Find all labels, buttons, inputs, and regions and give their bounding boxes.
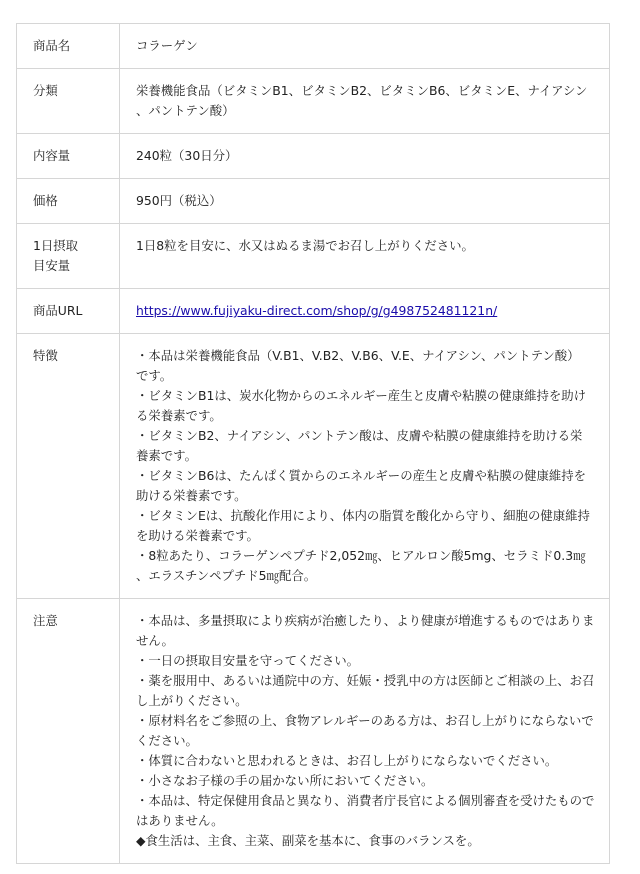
product-info-table-wrapper bbox=[16, 23, 610, 864]
value-category bbox=[120, 69, 610, 134]
features-line: ・ビタミンB6は、たんぱく質からのエネルギーの産生と皮膚や粘膜の健康維持を bbox=[136, 468, 587, 483]
notes-line: ・体質に合わないと思われるときは、お召し上がりにならないでください。 bbox=[136, 753, 558, 768]
row-notes bbox=[17, 599, 610, 864]
notes-line: ・本品は、特定保健用食品と異なり、消費者庁長官による個別審査を受けたもので bbox=[136, 793, 595, 808]
category-line: 栄養機能食品（ビタミンB1、ビタミンB2、ビタミンB6、ビタミンE、ナイアシン bbox=[136, 83, 588, 98]
notes-line: ・小さなお子様の手の届かない所においてください。 bbox=[136, 773, 434, 788]
label-price: 価格 bbox=[17, 179, 120, 224]
features-line: ・ビタミンB1は、炭水化物からのエネルギー産生と皮膚や粘膜の健康維持を助け bbox=[136, 388, 587, 403]
product-info-table bbox=[16, 23, 610, 864]
notes-line: せん。 bbox=[136, 633, 174, 648]
label-product-name: 商品名 bbox=[17, 24, 120, 69]
notes-line: ・一日の摂取目安量を守ってください。 bbox=[136, 653, 360, 668]
value-content: 240粒（30日分） bbox=[120, 134, 610, 179]
value-url-cell bbox=[120, 289, 610, 334]
features-line: 助ける栄養素です。 bbox=[136, 488, 247, 503]
notes-line: はありません。 bbox=[136, 813, 224, 828]
row-category bbox=[17, 69, 610, 134]
dosage-label-line: 目安量 bbox=[33, 258, 71, 273]
label-dosage bbox=[17, 224, 120, 289]
dosage-label-line: 1日摂取 bbox=[33, 238, 79, 253]
category-line: 、パントテン酸） bbox=[136, 103, 235, 118]
notes-line: ・薬を服用中、あるいは通院中の方、妊娠・授乳中の方は医師とご相談の上、お召 bbox=[136, 673, 595, 688]
features-line: ・8粒あたり、コラーゲンペプチド2,052㎎、ヒアルロン酸5mg、セラミド0.3㎎ bbox=[136, 548, 586, 563]
features-line: 、エラスチンペプチド5㎎配合。 bbox=[136, 568, 317, 583]
row-content bbox=[17, 134, 610, 179]
features-line: 養素です。 bbox=[136, 448, 197, 463]
notes-line: ・原材料名をご参照の上、食物アレルギーのある方は、お召し上がりにならないで bbox=[136, 713, 594, 728]
row-dosage bbox=[17, 224, 610, 289]
features-line: ・ビタミンB2、ナイアシン、パントテン酸は、皮膚や粘膜の健康維持を助ける栄 bbox=[136, 428, 583, 443]
value-product-name: コラーゲン bbox=[120, 24, 610, 69]
notes-line: ください。 bbox=[136, 733, 198, 748]
label-category: 分類 bbox=[17, 69, 120, 134]
notes-line: ◆食生活は、主食、主菜、副菜を基本に、食事のバランスを。 bbox=[136, 833, 480, 848]
features-line: る栄養素です。 bbox=[136, 408, 222, 423]
value-features bbox=[120, 334, 610, 599]
value-dosage: 1日8粒を目安に、水又はぬるま湯でお召し上がりください。 bbox=[120, 224, 610, 289]
notes-line: ・本品は、多量摂取により疾病が治癒したり、より健康が増進するものではありま bbox=[136, 613, 595, 628]
value-notes bbox=[120, 599, 610, 864]
label-features: 特徴 bbox=[17, 334, 120, 599]
row-url bbox=[17, 289, 610, 334]
features-line: ・本品は栄養機能食品（V.B1、V.B2、V.B6、V.E、ナイアシン、パントテン酸） bbox=[136, 348, 580, 363]
label-notes: 注意 bbox=[17, 599, 120, 864]
features-line: です。 bbox=[136, 368, 173, 383]
value-price: 950円（税込） bbox=[120, 179, 610, 224]
features-line: を助ける栄養素です。 bbox=[136, 528, 259, 543]
row-price bbox=[17, 179, 610, 224]
label-content: 内容量 bbox=[17, 134, 120, 179]
features-line: ・ビタミンEは、抗酸化作用により、体内の脂質を酸化から守り、細胞の健康維持 bbox=[136, 508, 590, 523]
product-url-link[interactable]: https://www.fujiyaku-direct.com/shop/g/g498752481121n/ bbox=[136, 303, 498, 318]
notes-line: し上がりください。 bbox=[136, 693, 248, 708]
row-features bbox=[17, 334, 610, 599]
label-url: 商品URL bbox=[17, 289, 120, 334]
row-product-name bbox=[17, 24, 610, 69]
